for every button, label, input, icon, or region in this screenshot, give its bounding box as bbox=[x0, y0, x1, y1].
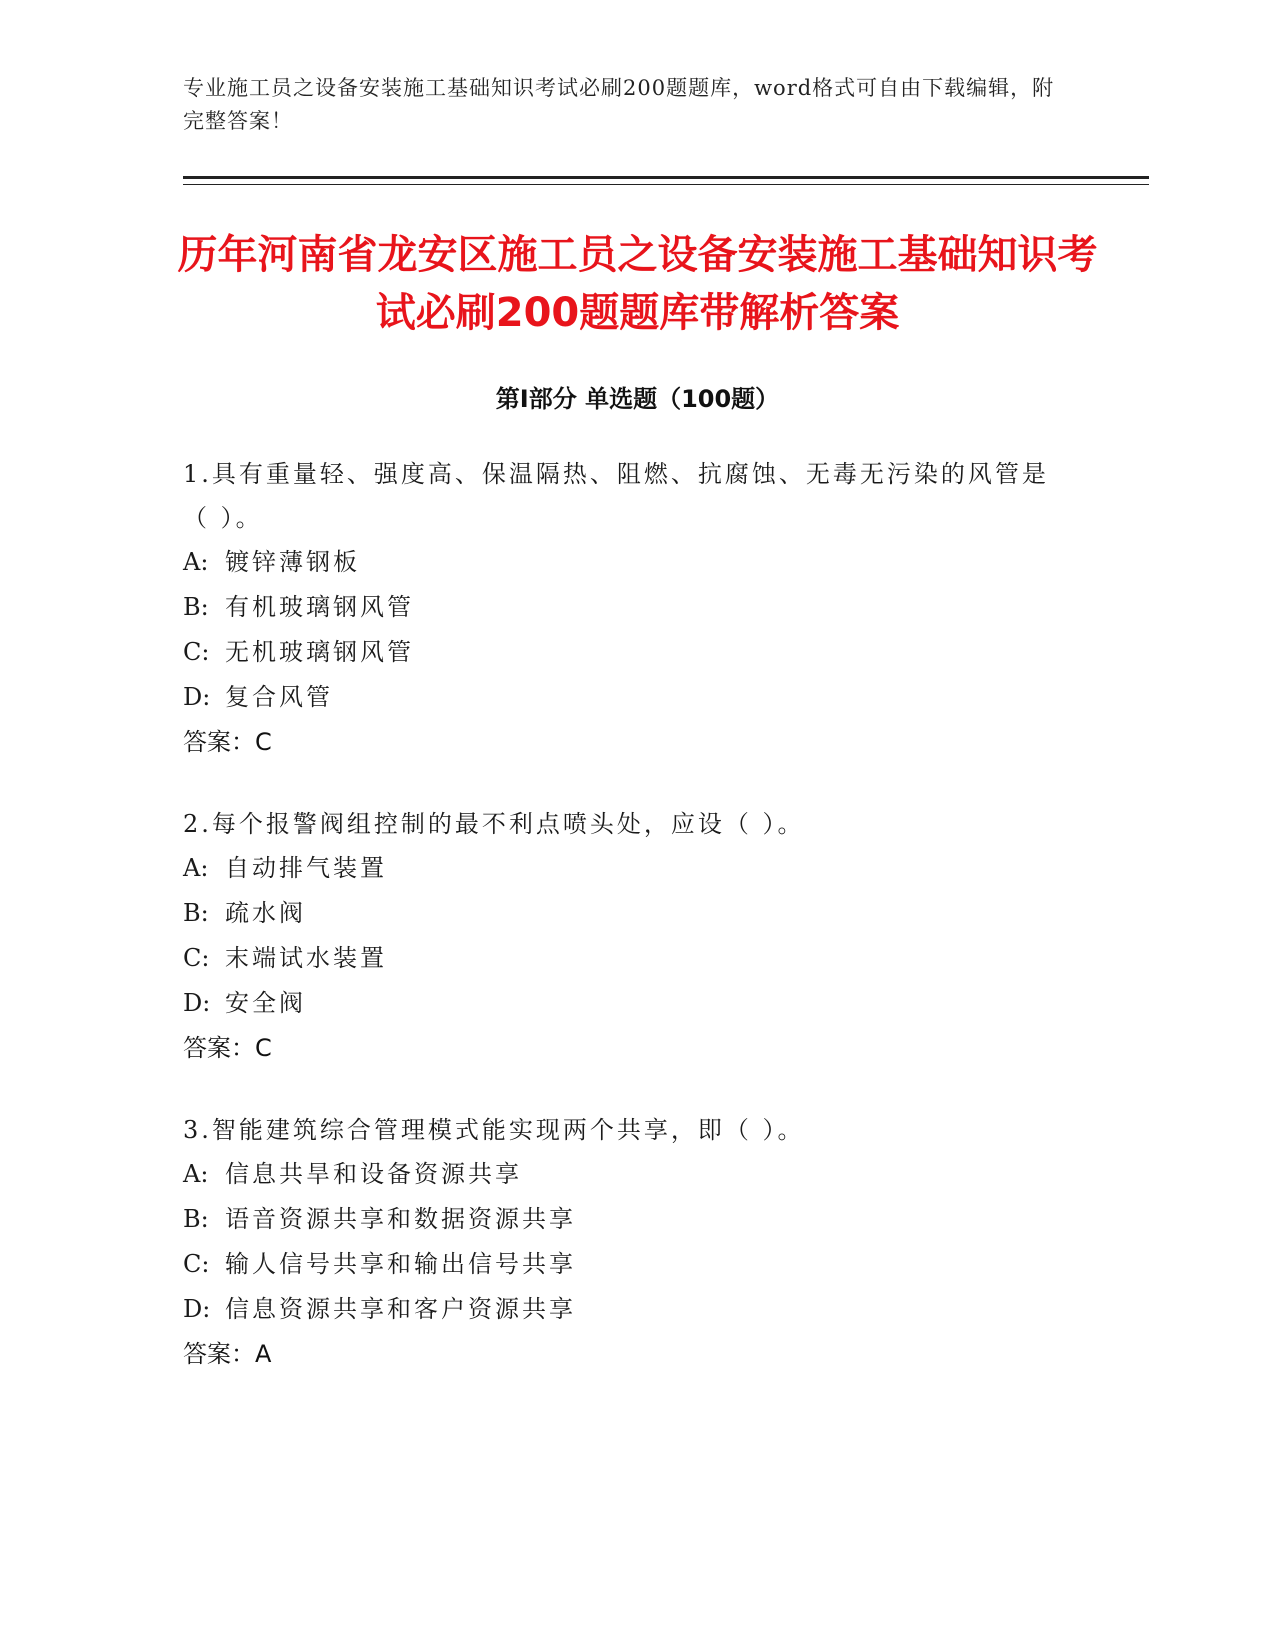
option-key: D: bbox=[183, 1295, 211, 1323]
section-heading: 第Ⅰ部分 单选题（100题） bbox=[495, 385, 780, 413]
answer: 答案：C bbox=[183, 728, 272, 756]
option-b bbox=[183, 891, 1063, 936]
option-key: D: bbox=[183, 683, 211, 711]
option-text: 自动排气装置 bbox=[225, 854, 387, 882]
option-text: 复合风管 bbox=[225, 683, 333, 711]
option-a bbox=[183, 540, 1063, 585]
answer: 答案：A bbox=[183, 1340, 272, 1368]
question-2 bbox=[183, 802, 1063, 1071]
option-key: B: bbox=[183, 899, 209, 927]
document-title: 历年河南省龙安区施工员之设备安装施工基础知识考试必刷200题题库带解析答案 bbox=[177, 232, 1098, 336]
option-c bbox=[183, 630, 1063, 675]
option-text: 疏水阀 bbox=[225, 899, 306, 927]
option-c bbox=[183, 1242, 1063, 1287]
header-rule-thick bbox=[183, 176, 1149, 179]
option-b bbox=[183, 585, 1063, 630]
option-key: A: bbox=[183, 854, 209, 882]
option-d bbox=[183, 981, 1063, 1026]
option-a bbox=[183, 846, 1063, 891]
question-stem: 2.每个报警阀组控制的最不利点喷头处，应设（ ）。 bbox=[183, 810, 805, 838]
option-text: 信息共旱和设备资源共享 bbox=[225, 1160, 522, 1188]
option-b bbox=[183, 1197, 1063, 1242]
option-key: A: bbox=[183, 548, 209, 576]
option-text: 镀锌薄钢板 bbox=[225, 548, 360, 576]
option-key: D: bbox=[183, 989, 211, 1017]
option-text: 语音资源共享和数据资源共享 bbox=[225, 1205, 576, 1233]
option-d bbox=[183, 675, 1063, 720]
header-note: 专业施工员之设备安装施工基础知识考试必刷200题题库，word格式可自由下载编辑，附完整答案！ bbox=[183, 76, 1055, 133]
option-text: 信息资源共享和客户资源共享 bbox=[225, 1295, 576, 1323]
answer: 答案：C bbox=[183, 1034, 272, 1062]
question-stem: 3.智能建筑综合管理模式能实现两个共享，即（ ）。 bbox=[183, 1116, 805, 1144]
header-rule-thin bbox=[183, 184, 1149, 185]
option-key: C: bbox=[183, 1250, 210, 1278]
option-text: 输人信号共享和输出信号共享 bbox=[225, 1250, 576, 1278]
question-stem: 1.具有重量轻、强度高、保温隔热、阻燃、抗腐蚀、无毒无污染的风管是（ ）。 bbox=[183, 460, 1049, 532]
option-a bbox=[183, 1152, 1063, 1197]
option-key: B: bbox=[183, 593, 209, 621]
option-key: C: bbox=[183, 638, 210, 666]
option-key: B: bbox=[183, 1205, 209, 1233]
option-c bbox=[183, 936, 1063, 981]
option-text: 无机玻璃钢风管 bbox=[225, 638, 414, 666]
option-text: 安全阀 bbox=[225, 989, 306, 1017]
option-text: 末端试水装置 bbox=[225, 944, 387, 972]
option-key: C: bbox=[183, 944, 210, 972]
question-1 bbox=[183, 452, 1063, 765]
option-text: 有机玻璃钢风管 bbox=[225, 593, 414, 621]
question-3 bbox=[183, 1108, 1063, 1377]
option-key: A: bbox=[183, 1160, 209, 1188]
option-d bbox=[183, 1287, 1063, 1332]
